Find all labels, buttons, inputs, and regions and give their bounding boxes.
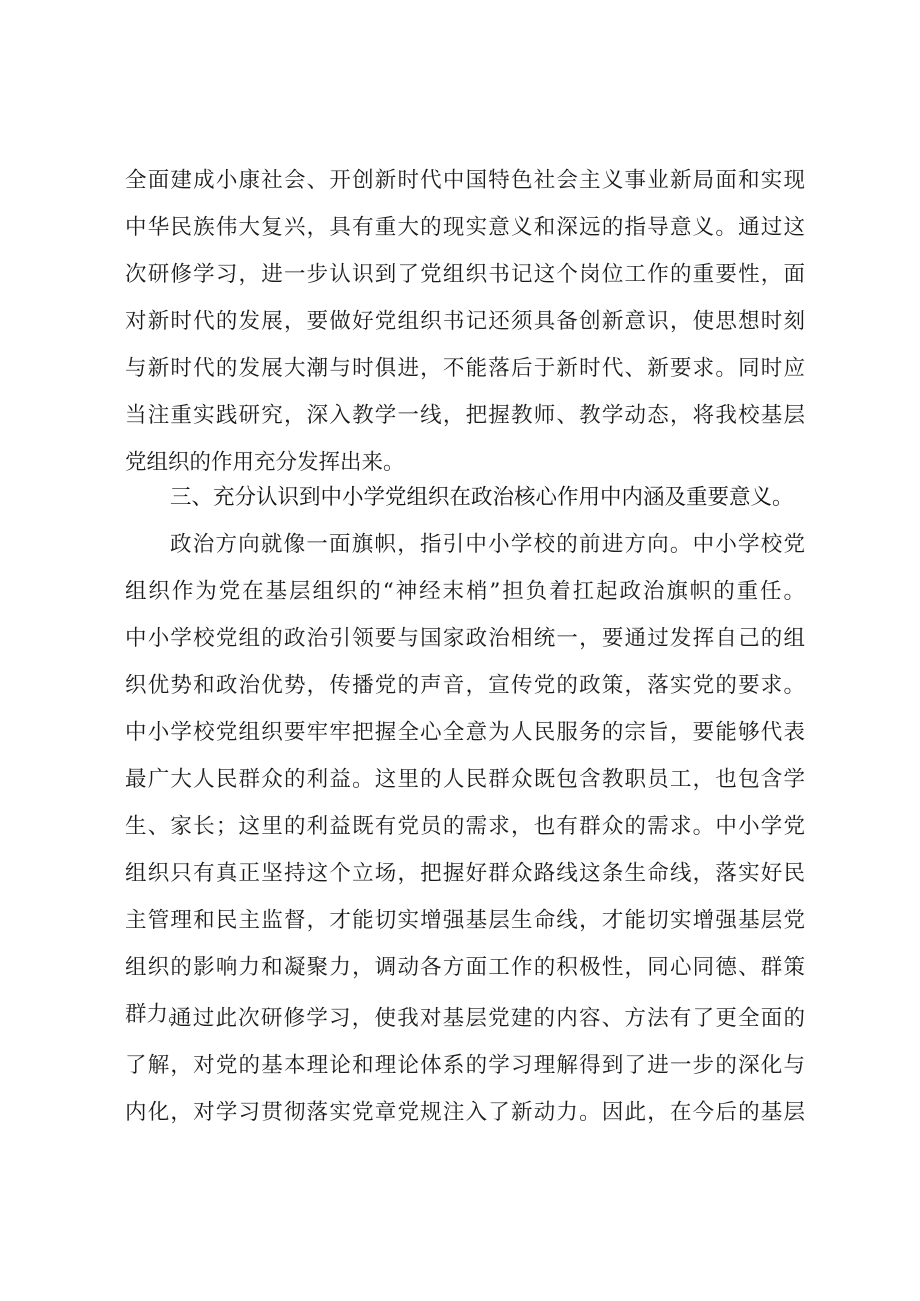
paragraph-2-line: 政治方向就像一面旗帜，指引中小学校的前进方向。中小学校党 (170, 532, 805, 557)
paragraph-2-line: 织优势和政治优势，传播党的声音，宣传党的政策，落实党的要求。 (125, 673, 805, 698)
paragraph-2-line: 主管理和民主监督，才能切实增强基层生命线，才能切实增强基层党 (125, 908, 805, 933)
paragraph-3-line: 通过此次研修学习，使我对基层党建的内容、方法有了更全面的 (170, 1006, 805, 1031)
paragraph-2-line: 中小学校党组织要牢牢把握全心全意为人民服务的宗旨，要能够代表 (125, 720, 805, 745)
paragraph-3-line: 内化，对学习贯彻落实党章党规注入了新动力。因此，在今后的基层 (125, 1100, 805, 1125)
paragraph-1-line: 对新时代的发展，要做好党组织书记还须具备创新意识，使思想时刻 (125, 309, 805, 334)
paragraph-2-line: 组织只有真正坚持这个立场，把握好群众路线这条生命线，落实好民 (125, 861, 805, 886)
paragraph-3 (125, 995, 805, 1136)
section-heading-3 (125, 474, 805, 521)
paragraph-1-line: 党组织的作用充分发挥出来。 (125, 450, 405, 475)
paragraph-1 (125, 157, 805, 486)
paragraph-1-line: 中华民族伟大复兴，具有重大的现实意义和深远的指导意义。通过这 (125, 215, 805, 240)
paragraph-1-line: 与新时代的发展大潮与时俱进，不能落后于新时代、新要求。同时应 (125, 356, 805, 381)
paragraph-1-line: 次研修学习，进一步认识到了党组织书记这个岗位工作的重要性，面 (125, 262, 805, 287)
paragraph-2-line: 最广大人民群众的利益。这里的人民群众既包含教职员工，也包含学 (125, 767, 805, 792)
section-heading-3-text: 三、充分认识到中小学党组织在政治核心作用中内涵及重要意义。 (170, 485, 794, 510)
paragraph-1-line: 全面建成小康社会、开创新时代中国特色社会主义事业新局面和实现 (125, 168, 805, 193)
paragraph-2-line: 组织作为党在基层组织的“神经末梢”担负着扛起政治旗帜的重任。 (125, 579, 805, 604)
paragraph-1-line: 当注重实践研究，深入教学一线，把握教师、教学动态，将我校基层 (125, 403, 805, 428)
paragraph-2-line: 生、家长；这里的利益既有党员的需求，也有群众的需求。中小学党 (125, 814, 805, 839)
paragraph-2-line: 中小学校党组的政治引领要与国家政治相统一，要通过发挥自己的组 (125, 626, 805, 651)
paragraph-2 (125, 521, 805, 1038)
paragraph-3-line: 了解，对党的基本理论和理论体系的学习理解得到了进一步的深化与 (125, 1053, 805, 1078)
paragraph-2-line: 组织的影响力和凝聚力，调动各方面工作的积极性，同心同德、群策 (125, 955, 805, 980)
paragraph-2-line: 群力。 (125, 1002, 190, 1027)
